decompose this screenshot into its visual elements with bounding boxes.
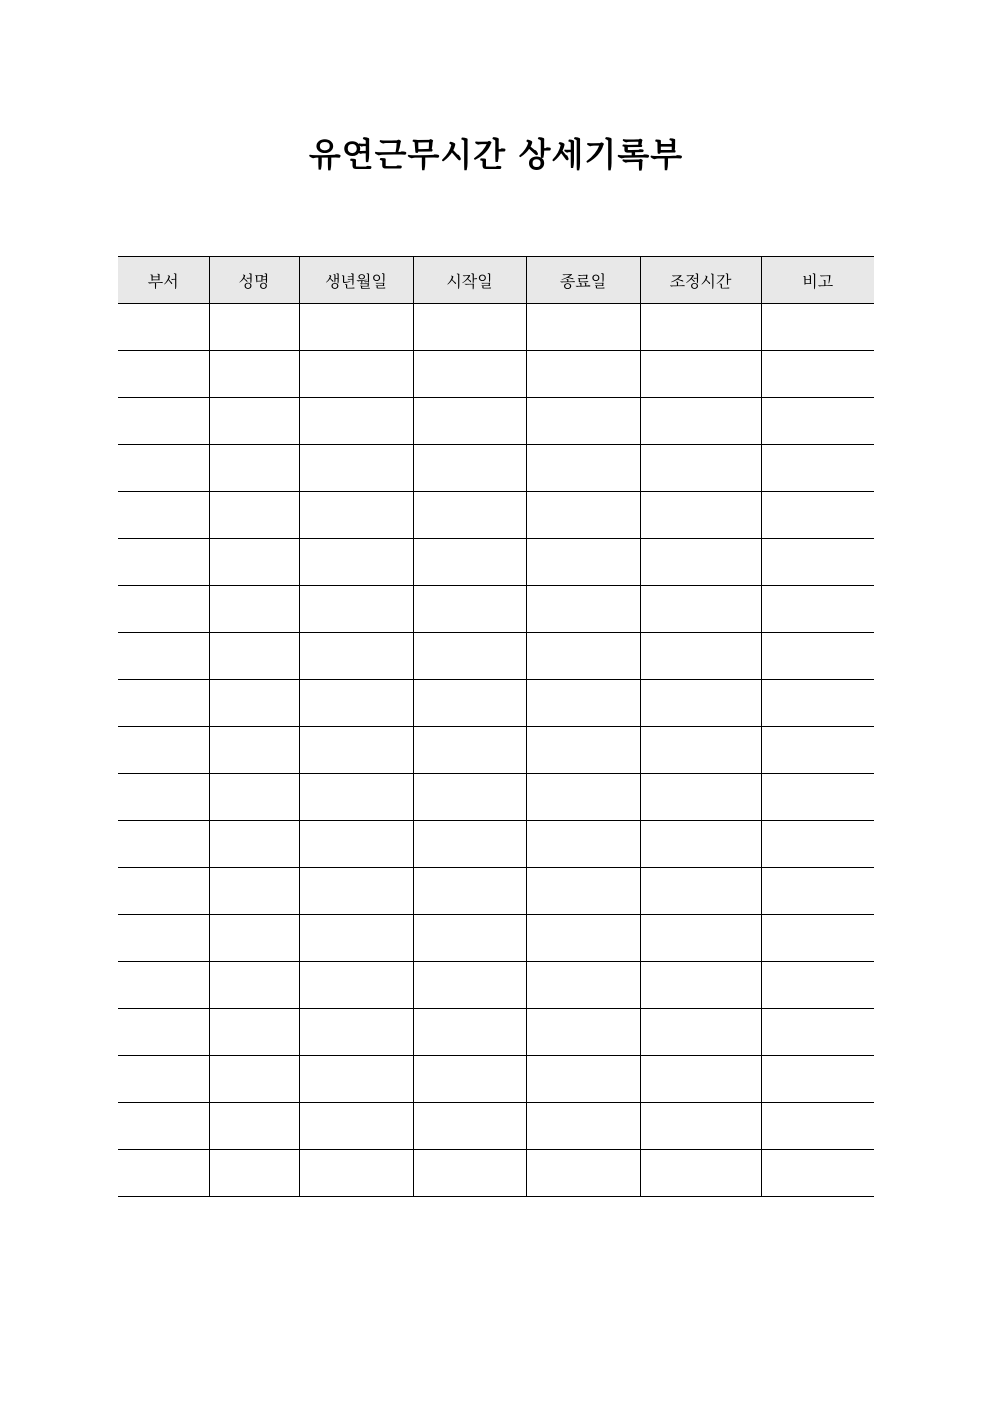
cell-remarks[interactable] — [761, 445, 874, 492]
table-row — [118, 868, 874, 915]
cell-name[interactable] — [209, 727, 299, 774]
cell-end-date[interactable] — [526, 1103, 640, 1150]
cell-name[interactable] — [209, 1009, 299, 1056]
cell-start-date[interactable] — [413, 1056, 526, 1103]
cell-end-date[interactable] — [526, 680, 640, 727]
table-row — [118, 539, 874, 586]
cell-end-date[interactable] — [526, 351, 640, 398]
cell-name[interactable] — [209, 398, 299, 445]
cell-department[interactable] — [118, 915, 209, 962]
cell-adjusted-time[interactable] — [640, 1103, 761, 1150]
table-row — [118, 962, 874, 1009]
cell-end-date[interactable] — [526, 445, 640, 492]
document-title: 유연근무시간 상세기록부 — [308, 135, 684, 174]
table-row — [118, 445, 874, 492]
cell-adjusted-time[interactable] — [640, 492, 761, 539]
cell-end-date[interactable] — [526, 1150, 640, 1197]
cell-birthdate[interactable] — [299, 1103, 413, 1150]
cell-name[interactable] — [209, 492, 299, 539]
header-start-date: 시작일 — [413, 257, 526, 304]
cell-remarks[interactable] — [761, 351, 874, 398]
table-header-row — [118, 257, 874, 304]
cell-start-date[interactable] — [413, 398, 526, 445]
cell-department[interactable] — [118, 1103, 209, 1150]
cell-remarks[interactable] — [761, 586, 874, 633]
cell-remarks[interactable] — [761, 1150, 874, 1197]
cell-end-date[interactable] — [526, 492, 640, 539]
cell-start-date[interactable] — [413, 492, 526, 539]
table-row — [118, 304, 874, 351]
cell-end-date[interactable] — [526, 398, 640, 445]
cell-name[interactable] — [209, 915, 299, 962]
cell-name[interactable] — [209, 1103, 299, 1150]
cell-adjusted-time[interactable] — [640, 1009, 761, 1056]
table-row — [118, 915, 874, 962]
cell-remarks[interactable] — [761, 680, 874, 727]
cell-name[interactable] — [209, 445, 299, 492]
cell-end-date[interactable] — [526, 633, 640, 680]
cell-end-date[interactable] — [526, 774, 640, 821]
cell-adjusted-time[interactable] — [640, 586, 761, 633]
cell-adjusted-time[interactable] — [640, 915, 761, 962]
cell-start-date[interactable] — [413, 633, 526, 680]
cell-birthdate[interactable] — [299, 1009, 413, 1056]
cell-name[interactable] — [209, 633, 299, 680]
cell-birthdate[interactable] — [299, 398, 413, 445]
cell-birthdate[interactable] — [299, 539, 413, 586]
cell-remarks[interactable] — [761, 492, 874, 539]
cell-department[interactable] — [118, 1009, 209, 1056]
cell-birthdate[interactable] — [299, 727, 413, 774]
cell-end-date[interactable] — [526, 915, 640, 962]
table-row — [118, 774, 874, 821]
cell-end-date[interactable] — [526, 1009, 640, 1056]
cell-birthdate[interactable] — [299, 633, 413, 680]
cell-birthdate[interactable] — [299, 1150, 413, 1197]
cell-birthdate[interactable] — [299, 868, 413, 915]
cell-end-date[interactable] — [526, 304, 640, 351]
cell-department[interactable] — [118, 821, 209, 868]
cell-start-date[interactable] — [413, 586, 526, 633]
cell-end-date[interactable] — [526, 1056, 640, 1103]
header-name: 성명 — [209, 257, 299, 304]
cell-remarks[interactable] — [761, 539, 874, 586]
table-row — [118, 492, 874, 539]
cell-remarks[interactable] — [761, 962, 874, 1009]
cell-remarks[interactable] — [761, 915, 874, 962]
cell-department[interactable] — [118, 962, 209, 1009]
cell-department[interactable] — [118, 1150, 209, 1197]
cell-name[interactable] — [209, 1150, 299, 1197]
cell-name[interactable] — [209, 539, 299, 586]
cell-end-date[interactable] — [526, 586, 640, 633]
header-remarks: 비고 — [761, 257, 874, 304]
cell-start-date[interactable] — [413, 774, 526, 821]
cell-end-date[interactable] — [526, 539, 640, 586]
table-row — [118, 680, 874, 727]
cell-remarks[interactable] — [761, 774, 874, 821]
cell-birthdate[interactable] — [299, 962, 413, 1009]
cell-adjusted-time[interactable] — [640, 633, 761, 680]
cell-birthdate[interactable] — [299, 821, 413, 868]
cell-start-date[interactable] — [413, 962, 526, 1009]
cell-remarks[interactable] — [761, 868, 874, 915]
table-row — [118, 398, 874, 445]
cell-remarks[interactable] — [761, 727, 874, 774]
cell-start-date[interactable] — [413, 304, 526, 351]
table-row — [118, 586, 874, 633]
cell-adjusted-time[interactable] — [640, 1056, 761, 1103]
cell-name[interactable] — [209, 586, 299, 633]
header-end-date: 종료일 — [526, 257, 640, 304]
cell-adjusted-time[interactable] — [640, 445, 761, 492]
cell-name[interactable] — [209, 821, 299, 868]
cell-start-date[interactable] — [413, 539, 526, 586]
cell-name[interactable] — [209, 680, 299, 727]
cell-birthdate[interactable] — [299, 586, 413, 633]
cell-adjusted-time[interactable] — [640, 821, 761, 868]
cell-adjusted-time[interactable] — [640, 774, 761, 821]
table-body — [118, 304, 874, 1197]
cell-department[interactable] — [118, 445, 209, 492]
cell-name[interactable] — [209, 1056, 299, 1103]
cell-birthdate[interactable] — [299, 680, 413, 727]
cell-department[interactable] — [118, 727, 209, 774]
header-adjusted-time: 조정시간 — [640, 257, 761, 304]
cell-start-date[interactable] — [413, 868, 526, 915]
cell-name[interactable] — [209, 962, 299, 1009]
cell-adjusted-time[interactable] — [640, 868, 761, 915]
cell-remarks[interactable] — [761, 821, 874, 868]
cell-adjusted-time[interactable] — [640, 304, 761, 351]
flexible-work-record-table — [118, 256, 874, 1197]
header-department: 부서 — [118, 257, 209, 304]
cell-department[interactable] — [118, 398, 209, 445]
cell-end-date[interactable] — [526, 821, 640, 868]
cell-department[interactable] — [118, 868, 209, 915]
cell-end-date[interactable] — [526, 962, 640, 1009]
table-row — [118, 1150, 874, 1197]
cell-name[interactable] — [209, 304, 299, 351]
cell-start-date[interactable] — [413, 1009, 526, 1056]
cell-start-date[interactable] — [413, 445, 526, 492]
cell-birthdate[interactable] — [299, 915, 413, 962]
table-row — [118, 1009, 874, 1056]
cell-birthdate[interactable] — [299, 445, 413, 492]
table-row — [118, 1056, 874, 1103]
cell-end-date[interactable] — [526, 868, 640, 915]
cell-remarks[interactable] — [761, 398, 874, 445]
cell-start-date[interactable] — [413, 821, 526, 868]
header-birthdate: 생년월일 — [299, 257, 413, 304]
cell-department[interactable] — [118, 774, 209, 821]
cell-start-date[interactable] — [413, 1150, 526, 1197]
cell-department[interactable] — [118, 539, 209, 586]
table-row — [118, 727, 874, 774]
cell-adjusted-time[interactable] — [640, 539, 761, 586]
cell-department[interactable] — [118, 633, 209, 680]
cell-birthdate[interactable] — [299, 774, 413, 821]
cell-end-date[interactable] — [526, 727, 640, 774]
cell-name[interactable] — [209, 774, 299, 821]
cell-start-date[interactable] — [413, 351, 526, 398]
table-row — [118, 821, 874, 868]
cell-department[interactable] — [118, 304, 209, 351]
table-row — [118, 351, 874, 398]
cell-adjusted-time[interactable] — [640, 680, 761, 727]
cell-start-date[interactable] — [413, 915, 526, 962]
cell-remarks[interactable] — [761, 304, 874, 351]
cell-birthdate[interactable] — [299, 492, 413, 539]
cell-department[interactable] — [118, 351, 209, 398]
cell-department[interactable] — [118, 680, 209, 727]
cell-adjusted-time[interactable] — [640, 962, 761, 1009]
cell-name[interactable] — [209, 351, 299, 398]
cell-name[interactable] — [209, 868, 299, 915]
cell-adjusted-time[interactable] — [640, 1150, 761, 1197]
cell-remarks[interactable] — [761, 633, 874, 680]
cell-adjusted-time[interactable] — [640, 727, 761, 774]
cell-department[interactable] — [118, 586, 209, 633]
cell-start-date[interactable] — [413, 727, 526, 774]
cell-birthdate[interactable] — [299, 351, 413, 398]
cell-remarks[interactable] — [761, 1103, 874, 1150]
cell-adjusted-time[interactable] — [640, 351, 761, 398]
table-row — [118, 633, 874, 680]
cell-department[interactable] — [118, 492, 209, 539]
cell-remarks[interactable] — [761, 1009, 874, 1056]
cell-department[interactable] — [118, 1056, 209, 1103]
cell-birthdate[interactable] — [299, 1056, 413, 1103]
table-row — [118, 1103, 874, 1150]
cell-start-date[interactable] — [413, 680, 526, 727]
cell-birthdate[interactable] — [299, 304, 413, 351]
cell-adjusted-time[interactable] — [640, 398, 761, 445]
cell-remarks[interactable] — [761, 1056, 874, 1103]
cell-start-date[interactable] — [413, 1103, 526, 1150]
